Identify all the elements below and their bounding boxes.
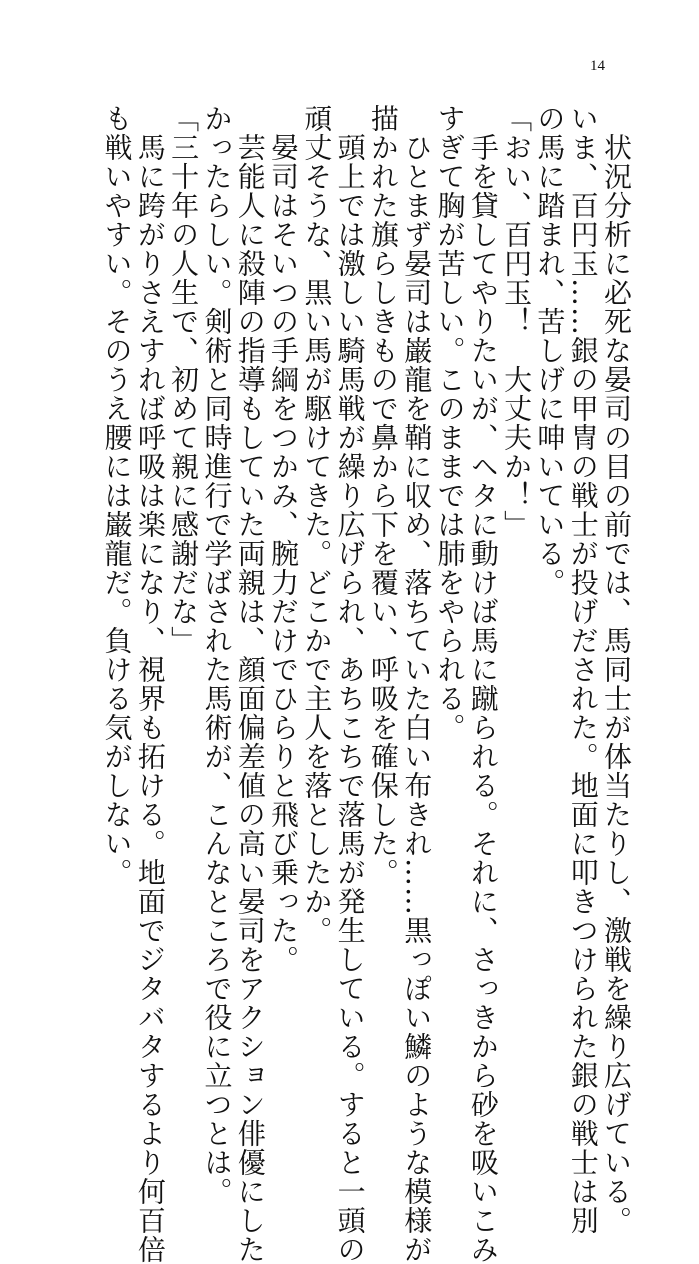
text-line: も戦いやすい。そのうえ腰には巌龍だ。負ける気がしない。 (100, 104, 134, 887)
text-line: すぎて胸が苦しい。このままでは肺をやられる。 (433, 104, 467, 742)
text-line: 晏司はそいつの手綱をつかみ、腕力だけでひらりと飛び乗った。 (267, 104, 301, 974)
text-line: 「三十年の人生で、初めて親に感謝だな」 (167, 104, 201, 655)
text-line: 「おい、百円玉！ 大丈夫か！」 (500, 104, 534, 539)
text-line: 状況分析に必死な晏司の目の前では、馬同士が体当たりし、激戦を繰り広げている。 (600, 104, 633, 1235)
text-line: 描かれた旗らしきもので鼻から下を覆い、呼吸を確保した。 (366, 104, 400, 887)
novel-text-column (100, 104, 633, 1264)
page-number: 14 (590, 58, 605, 74)
text-line: 頭上では激しい騎馬戦が繰り広げられ、あちこちで落馬が発生している。すると一頭の (333, 104, 367, 1264)
text-line: いま、百円玉……銀の甲冑の戦士が投げだされた。地面に叩きつけられた銀の戦士は別 (566, 104, 600, 1235)
text-line: 馬に跨がりさえすれば呼吸は楽になり、視界も拓ける。地面でジタバタするより何百倍 (133, 104, 167, 1264)
text-line: ひとまず晏司は巌龍を鞘に収め、落ちていた白い布きれ……黒っぽい鱗のような模様が (400, 104, 434, 1264)
text-line: の馬に踏まれ、苦しげに呻いている。 (533, 104, 567, 597)
text-line: かったらしい。剣術と同時進行で学ばされた馬術が、こんなところで役に立つとは。 (200, 104, 234, 1206)
text-line: 芸能人に殺陣の指導もしていた両親は、顔面偏差値の高い晏司をアクション俳優にした (233, 104, 267, 1264)
text-line: 手を貸してやりたいが、ヘタに動けば馬に蹴られる。それに、さっきから砂を吸いこみ (466, 104, 500, 1264)
text-line: 頑丈そうな、黒い馬が駆けてきた。どこかで主人を落としたか。 (300, 104, 334, 945)
